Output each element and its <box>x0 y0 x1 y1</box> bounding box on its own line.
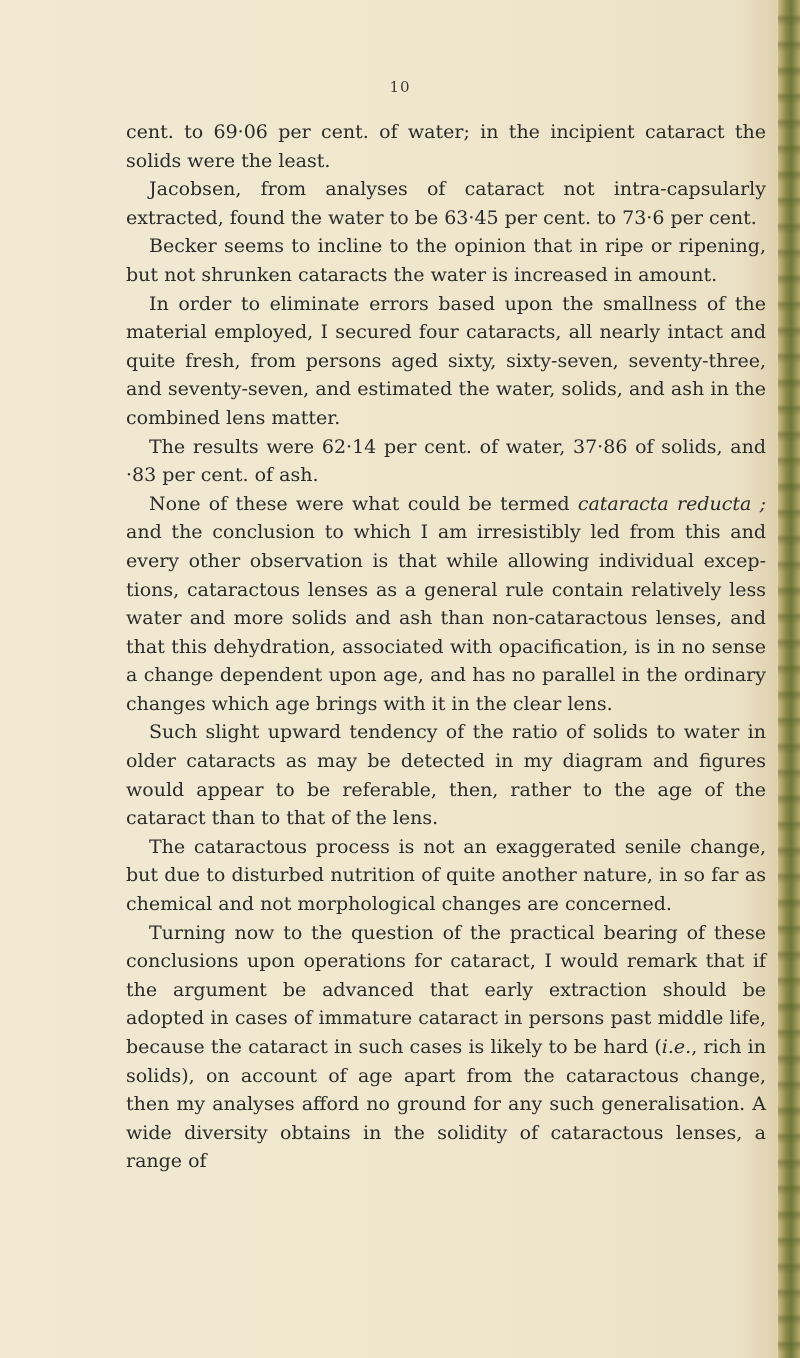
italic-term: i.e. <box>661 1036 692 1058</box>
paragraph: cent. to 69·06 per cent. of water; in the incipient cataract the solids were the least. <box>126 121 766 172</box>
italic-term: cataracta reducta ; <box>577 492 766 515</box>
paragraph: Jacobsen, from analyses of cataract not intra-capsularly extracted, found the water to be 63·45 per cent. to 73·6 per cent. <box>126 178 766 229</box>
paragraph: In order to eliminate errors based upon the smallness of the material employed, I secured four cataracts, all nearly intact and quite fresh, from persons aged sixty, sixty-seven, seventy-three, and seventy-seven, and estimated the water, solids, and ash in the combined lens matter. <box>126 292 766 429</box>
paragraph <box>126 919 766 1176</box>
body-text <box>126 118 766 1176</box>
paragraph-text: and the conclusion to which I am irresistibly led from this and every other observation is that while allowing individual excep- tions, cataractous lenses as a general rule contain relatively less water and more solids and ash than non-cataractous lenses, and that this dehydration, associated with opacification, is in no sense a change dependent upon age, and has no parallel in the ordinary changes which age brings with it in the clear lens. <box>126 521 766 715</box>
paragraph: The results were 62·14 per cent. of water, 37·86 of solids, and ·83 per cent. of ash. <box>126 435 766 487</box>
paragraph: Becker seems to incline to the opinion that in ripe or ripening, but not shrunken cataracts the water is increased in amount. <box>126 235 766 286</box>
paragraph-text: Turning now to the question of the practical bearing of these conclusions upon operations for cataract, I would remark that if the argument be advanced that early extraction should be adopted in cases of immature cataract in persons past middle life, because the cataract in such cases is likely to be hard ( <box>126 921 766 1058</box>
paragraph: Such slight upward tendency of the ratio of solids to water in older cataracts as may be detected in my diagram and figures would appear to be referable, then, rather to the age of the cataract than to that of the lens. <box>126 721 766 830</box>
paragraph-text: None of these were what could be termed <box>149 492 578 515</box>
page-number: 10 <box>389 78 411 96</box>
paragraph <box>126 490 766 719</box>
paragraph-text: , rich in solids), on account of age apart from the cataractous change, then my analyses afford no ground for any such generalisation. A wide diversity obtains in the solidity of cataractous lenses, a range of <box>126 1036 766 1173</box>
paragraph: The cataractous process is not an exaggerated senile change, but due to disturbed nutrition of quite another nature, in so far as chemical and not morphological changes are concerned. <box>126 835 766 916</box>
page-edge <box>778 0 800 1358</box>
